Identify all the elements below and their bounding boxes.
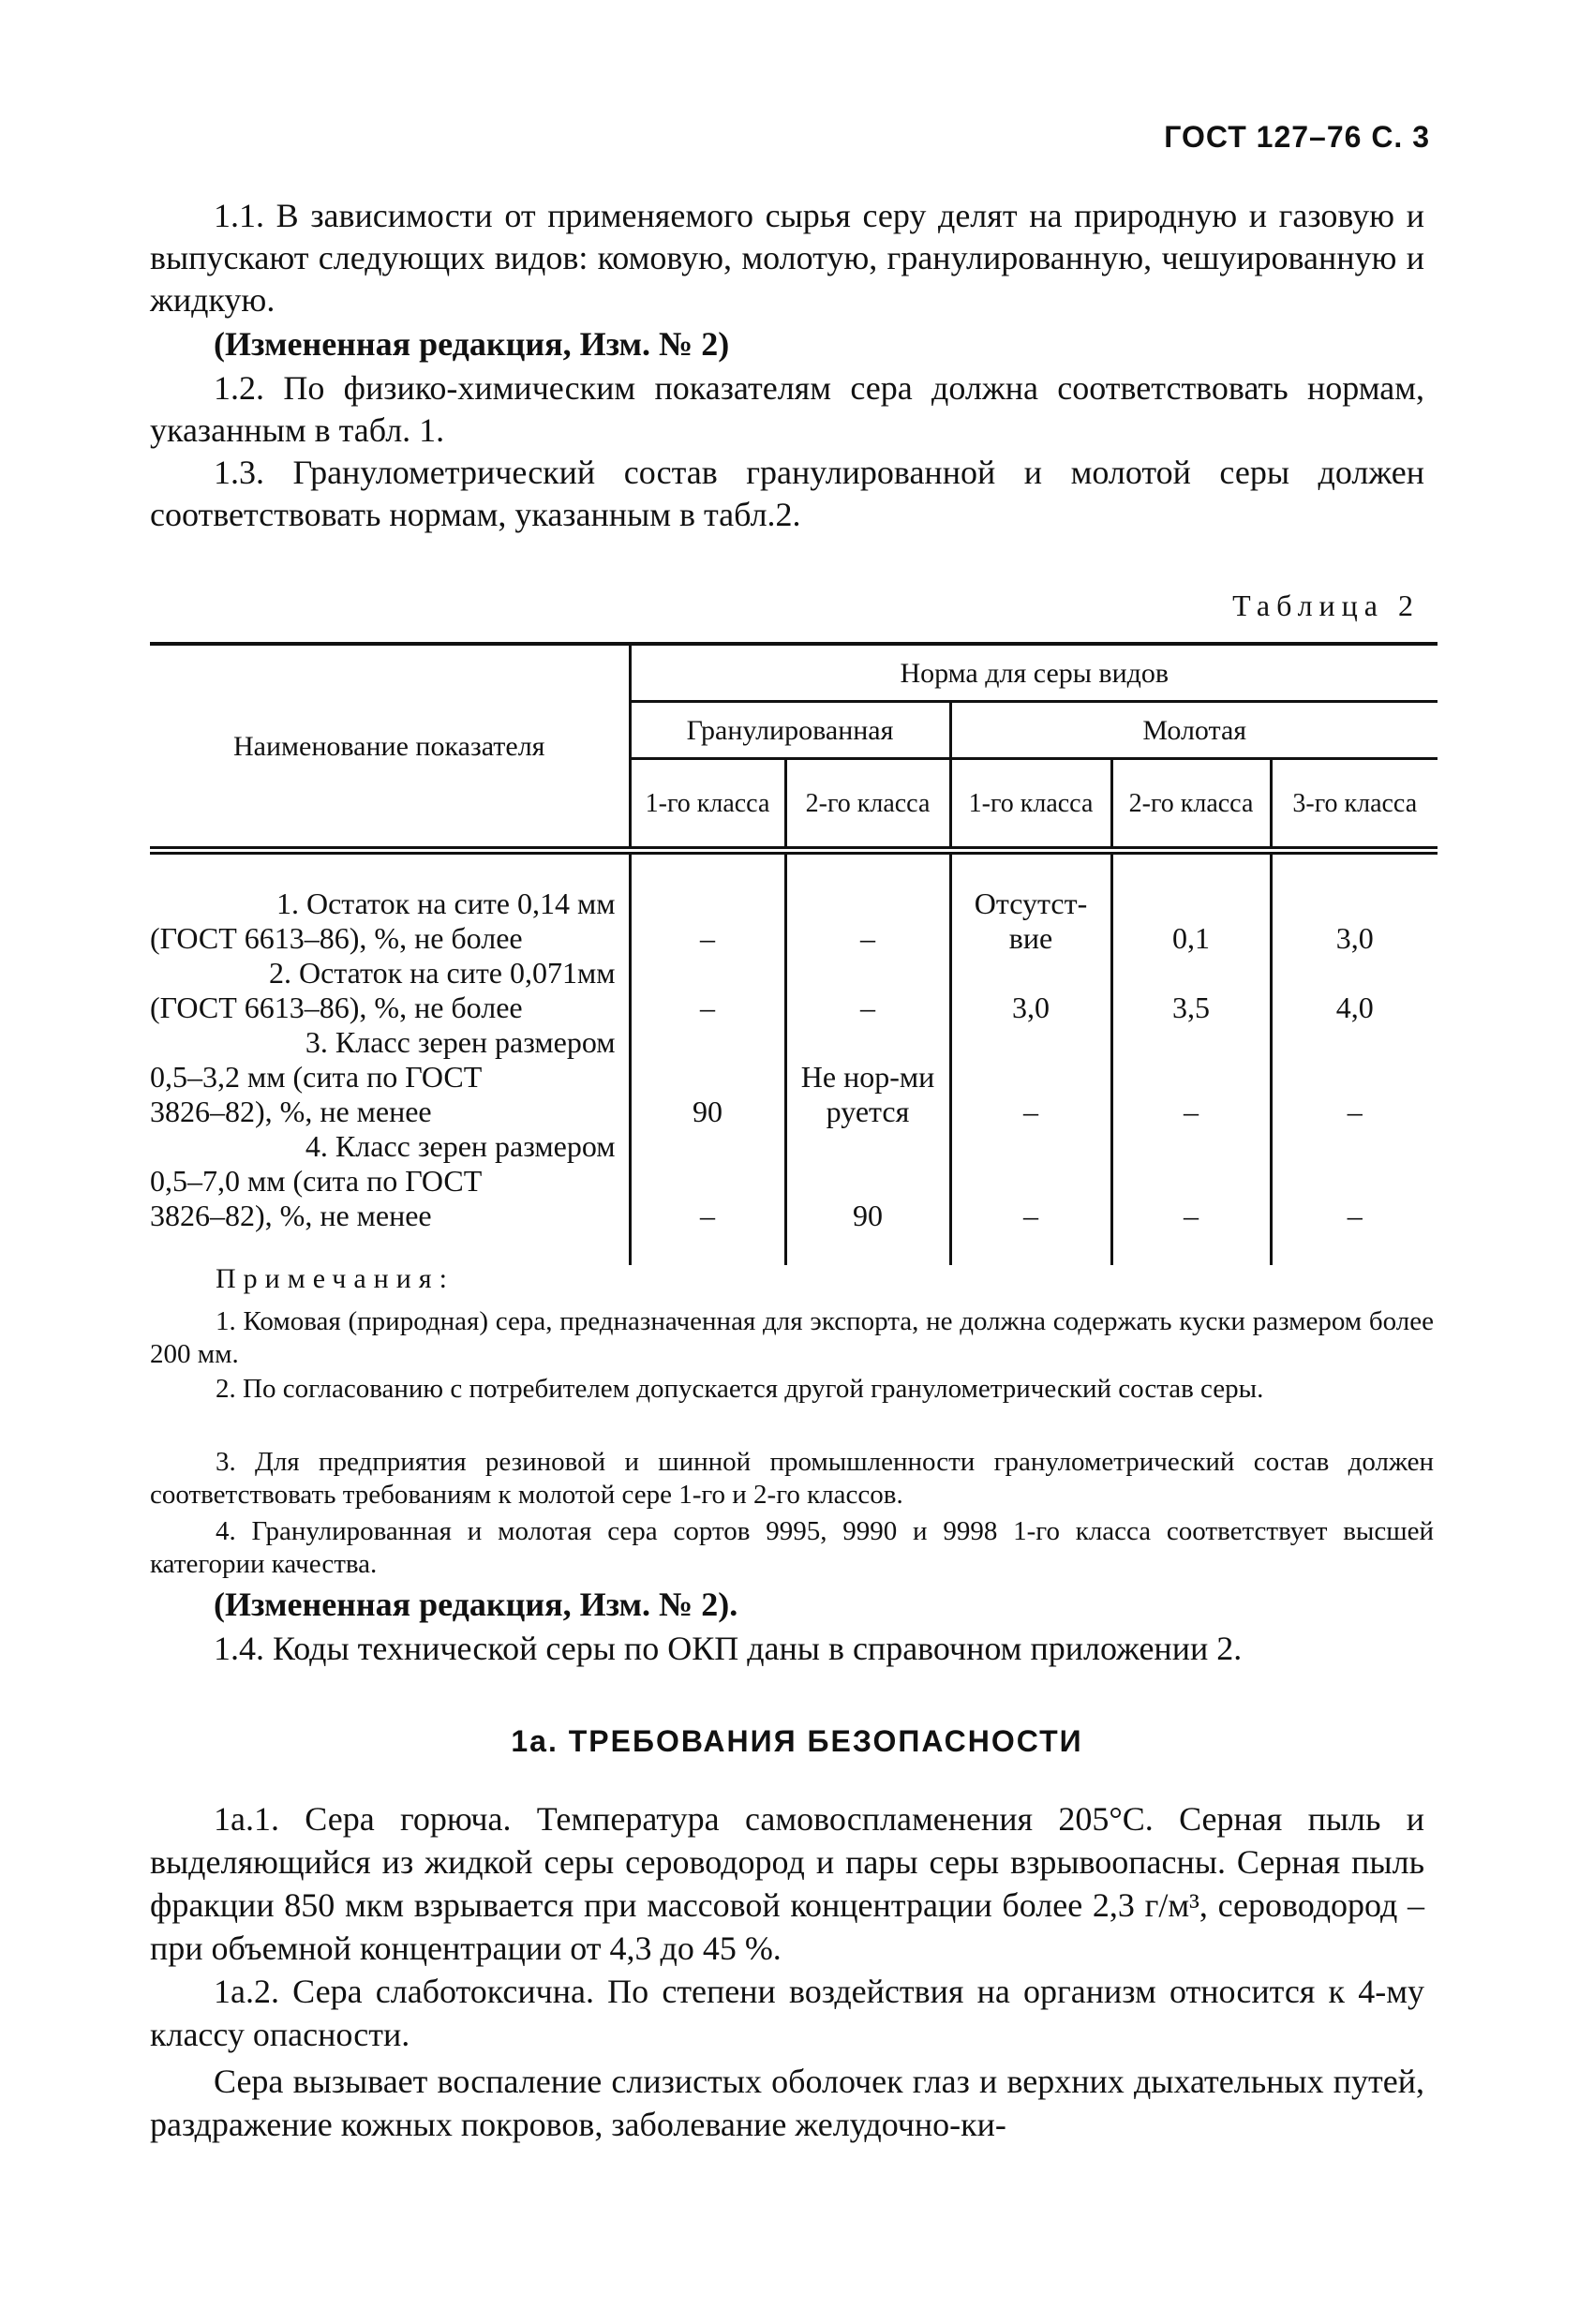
table-caption: Таблица 2: [1232, 588, 1420, 622]
row-name-line: 3826–82), %, не менее: [150, 1095, 432, 1128]
table-cell: –: [630, 866, 785, 956]
table-cell: 4,0: [1271, 956, 1438, 1025]
table-cell: –: [630, 956, 785, 1025]
table-row: [150, 1025, 1438, 1129]
table-cell: 90: [785, 1129, 950, 1233]
row-name-line: 3826–82), %, не менее: [150, 1199, 432, 1232]
row-name-line: 2. Остаток на сите 0,071мм: [268, 956, 616, 990]
table-row: [150, 956, 1438, 1025]
table-cell: 3,0: [1271, 866, 1438, 956]
row-name-line: 0,5–7,0 мм (сита по ГОСТ: [150, 1164, 483, 1198]
note-item: 3. Для предприятия резиновой и шинной промышленности гранулометрический состав должен соответствовать требованиям к молотой сере 1-го и 2-го классов.: [150, 1447, 1434, 1510]
table-cell: –: [1271, 1129, 1438, 1233]
class-header: 1-го класса: [950, 759, 1111, 848]
notes-title: Примечания:: [216, 1263, 454, 1294]
table-cell: –: [785, 866, 950, 956]
row-name-line: 0,5–3,2 мм (сита по ГОСТ: [150, 1060, 483, 1094]
row-name-line: (ГОСТ 6613–86), %, не более: [150, 991, 523, 1024]
row-name-line: (ГОСТ 6613–86), %, не более: [150, 921, 523, 955]
table-2: [150, 642, 1438, 1265]
row-name-line: 3. Класс зерен размером: [305, 1025, 616, 1059]
class-header: 2-го класса: [785, 759, 950, 848]
note-item: 1. Комовая (природная) сера, предназначенная для экспорта, не должна содержать куски размером более 200 мм.: [150, 1306, 1434, 1369]
column-header-ground: Молотая: [950, 702, 1438, 759]
table-cell: –: [1271, 1025, 1438, 1129]
table-cell: 3,5: [1111, 956, 1271, 1025]
column-header-group: Норма для серы видов: [630, 644, 1438, 702]
table-cell: –: [1111, 1129, 1271, 1233]
table-cell: 0,1: [1111, 866, 1271, 956]
table-cell: 90: [630, 1025, 785, 1129]
row-name-line: 1. Остаток на сите 0,14 мм: [276, 886, 616, 920]
note-item: 2. По согласованию с потребителем допускается другой гранулометрический состав серы.: [216, 1374, 1264, 1404]
class-header: 3-го класса: [1271, 759, 1438, 848]
table-cell: –: [950, 1129, 1111, 1233]
page-header: ГОСТ 127–76 С. 3: [1164, 120, 1430, 154]
paragraph-1-1: 1.1. В зависимости от применяемого сырья серу делят на природную и газовую и выпускают следующих видов: комовую, молотую, гранулированную, чешуированную и жидкую.: [150, 197, 1424, 319]
row-name-line: 4. Класс зерен размером: [305, 1129, 616, 1163]
paragraph-1a-2: 1а.2. Сера слаботоксична. По степени воздействия на организм относится к 4-му классу опасности.: [150, 1973, 1424, 2053]
paragraph-1-3: 1.3. Гранулометрический состав гранулированной и молотой серы должен соответствовать нормам, указанным в табл.2.: [150, 454, 1424, 533]
table-cell: Не нор-мируется: [785, 1025, 950, 1129]
edit-note-1-1: (Измененная редакция, Изм. № 2): [214, 325, 730, 363]
table-cell: Отсутст-вие: [950, 866, 1111, 956]
paragraph-1-4: 1.4. Коды технической серы по ОКП даны в справочном приложении 2.: [214, 1630, 1243, 1667]
edit-note-table: (Измененная редакция, Изм. № 2).: [214, 1586, 738, 1623]
column-header-granulated: Гранулированная: [630, 702, 950, 759]
table-cell: –: [1111, 1025, 1271, 1129]
paragraph-1a-3: Сера вызывает воспаление слизистых оболочек глаз и верхних дыхательных путей, раздражение кожных покровов, заболевание желудочно-ки-: [150, 2063, 1424, 2143]
class-header: 2-го класса: [1111, 759, 1271, 848]
table-row: [150, 1129, 1438, 1233]
table-cell: –: [785, 956, 950, 1025]
section-title-safety: 1а. ТРЕБОВАНИЯ БЕЗОПАСНОСТИ: [511, 1724, 1083, 1758]
table-cell: –: [950, 1025, 1111, 1129]
paragraph-1a-1: 1а.1. Сера горюча. Температура самовоспламенения 205°С. Серная пыль и выделяющийся из жидкой серы сероводород и пары серы взрывоопасны. Серная пыль фракции 850 мкм взрывается при массовой концентрации более 2,3 г/м³, сероводород – при объемной концентрации от 4,3 до 45 %.: [150, 1800, 1424, 1967]
note-item: 4. Гранулированная и молотая сера сортов 9995, 9990 и 9998 1-го класса соответствует высшей категории качества.: [150, 1516, 1434, 1579]
column-header-name: Наименование показателя: [233, 730, 545, 762]
table-cell: 3,0: [950, 956, 1111, 1025]
table-row: [150, 866, 1438, 956]
table-cell: –: [630, 1129, 785, 1233]
paragraph-1-2: 1.2. По физико-химическим показателям сера должна соответствовать нормам, указанным в табл. 1.: [150, 369, 1424, 449]
class-header: 1-го класса: [630, 759, 785, 848]
